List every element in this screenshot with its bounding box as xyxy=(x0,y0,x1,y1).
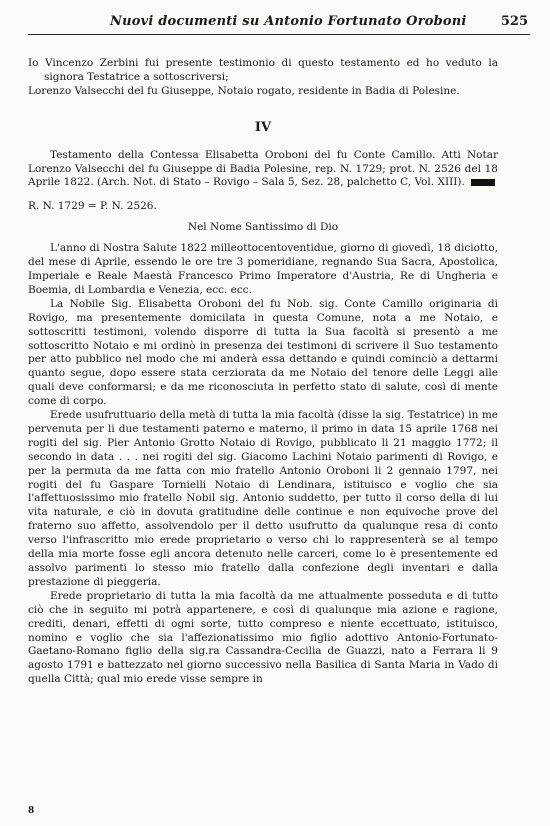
paragraph-4: Erede proprietario di tutta la mia facoltà da me attualmente posseduta e di tutto ciò che in seguito mi potrà appartenere, e così di qualunque mia azione e ragione, crediti, denari, effetti di ogni sorte, tutto compreso e niente eccettuato, istituisco, nomino e voglio che sia l'affezionatissimo mio figlio adottivo Antonio-Fortunato-Gaetano-Romano figlio della sig.ra Cassandra-Cecilia de Guazzi, nato a Ferrara li 9 agosto 1791 e battezzato nel giorno successivo nella Basilica di Santa Maria in Vado di quella Città; qual mio erede visse sempre in xyxy=(28,589,498,686)
signature-mark: 8 xyxy=(28,806,35,816)
section-numeral: IV xyxy=(254,119,272,135)
running-header xyxy=(28,12,530,35)
invocation: Nel Nome Santissimo di Dio xyxy=(187,221,339,234)
section-heading-text: Testamento della Contessa Elisabetta Oroboni del fu Conte Camillo. Atti Notar Lorenzo Valsecchi del fu Giuseppe di Badia Polesine, rep. N. 1729; prot. N. 2526 del 18 Aprile 1822. (Arch. Not. di Stato – Rovigo – Sala 5, Sez. 28, palchetto C, Vol. XIII). xyxy=(28,148,498,189)
paragraph-1: L'anno di Nostra Salute 1822 milleottocentoventidue, giorno di giovedì, 18 diciotto, del mese di Aprile, essendo le ore tre 3 pomeridiane, regnando Sua Sacra, Apostolica, Imperiale e Reale Maestà Francesco Primo Imperatore d'Austria, Re di Ungheria e Boemia, di Lombardia e Venezia, ecc. ecc. xyxy=(28,242,498,296)
paragraph-2: La Nobile Sig. Elisabetta Oroboni del fu Nob. sig. Conte Camillo originaria di Rovigo, ma presentemente domicilata in questa Comune, nota a me Notaio, e sottoscritti testimoni, volendo disporre di tutta la Sua facoltà si presentò a me sottoscritto Notaio e mi ordinò in presenza dei testimoni di scrivere il Suo testamento per atto pubblico nel modo che mi anderà essa dettando e quindi cominciò a dettarmi quanto segue, dopo essere stata cerziorata da me Notaio del tenore delle Leggi alle quali deve conformarsi; e da me riconosciuta in perfetto stato di salute, così di mente come di corpo. xyxy=(28,297,498,408)
redaction-mark xyxy=(471,179,495,186)
running-title: Nuovi documenti su Antonio Fortunato Oroboni xyxy=(110,14,467,29)
body-text xyxy=(28,57,498,687)
paragraph-3: Erede usufruttuario della metà di tutta la mia facoltà (disse la sig. Testatrice) in me pervenuta per li due testamenti paterno e materno, il primo in data 15 aprile 1768 nei rogiti del sig. Pier Antonio Grotto Notaio di Rovigo, pubblicato li 21 maggio 1772; il secondo in data . . . nei rogiti del sig. Giacomo Lachini Notaio parimenti di Rovigo, e per la permuta da me fatta con mio fratello Antonio Oroboni li 2 gennaio 1797, nei rogiti del fu Gaspare Tornielli Notaio di Lendinara, istituisco e voglio che sia l'affettuosissimo mio fratello Nobil sig. Antonio suddetto, per tutto il corso della di lui vita naturale, e ciò in dovuta gratitudine delle continue e non equivoche prove del fraterno suo affetto, assolvendolo per il detto usufrutto da qualunque resa di conto verso l'infrascritto mio erede proprietario o verso chi lo rappresenterà se al tempo della mia morte fosse egli ancora detenuto nelle carceri, come lo è presentemente ed assolvo parimenti lo stesso mio fratello dalla confezione degli inventari e dalla prestazione di pieggeria. xyxy=(28,409,498,588)
page-number: 525 xyxy=(500,14,528,29)
section-heading xyxy=(28,149,498,191)
reference-line: R. N. 1729 = P. N. 2526. xyxy=(28,200,157,213)
witness-paragraph: Io Vincenzo Zerbini fui presente testimonio di questo testamento ed ho veduto la signora Testatrice a sottoscriversi; xyxy=(28,57,498,83)
notary-paragraph: Lorenzo Valsecchi del fu Giuseppe, Notaio rogato, residente in Badia di Polesine. xyxy=(28,84,460,97)
